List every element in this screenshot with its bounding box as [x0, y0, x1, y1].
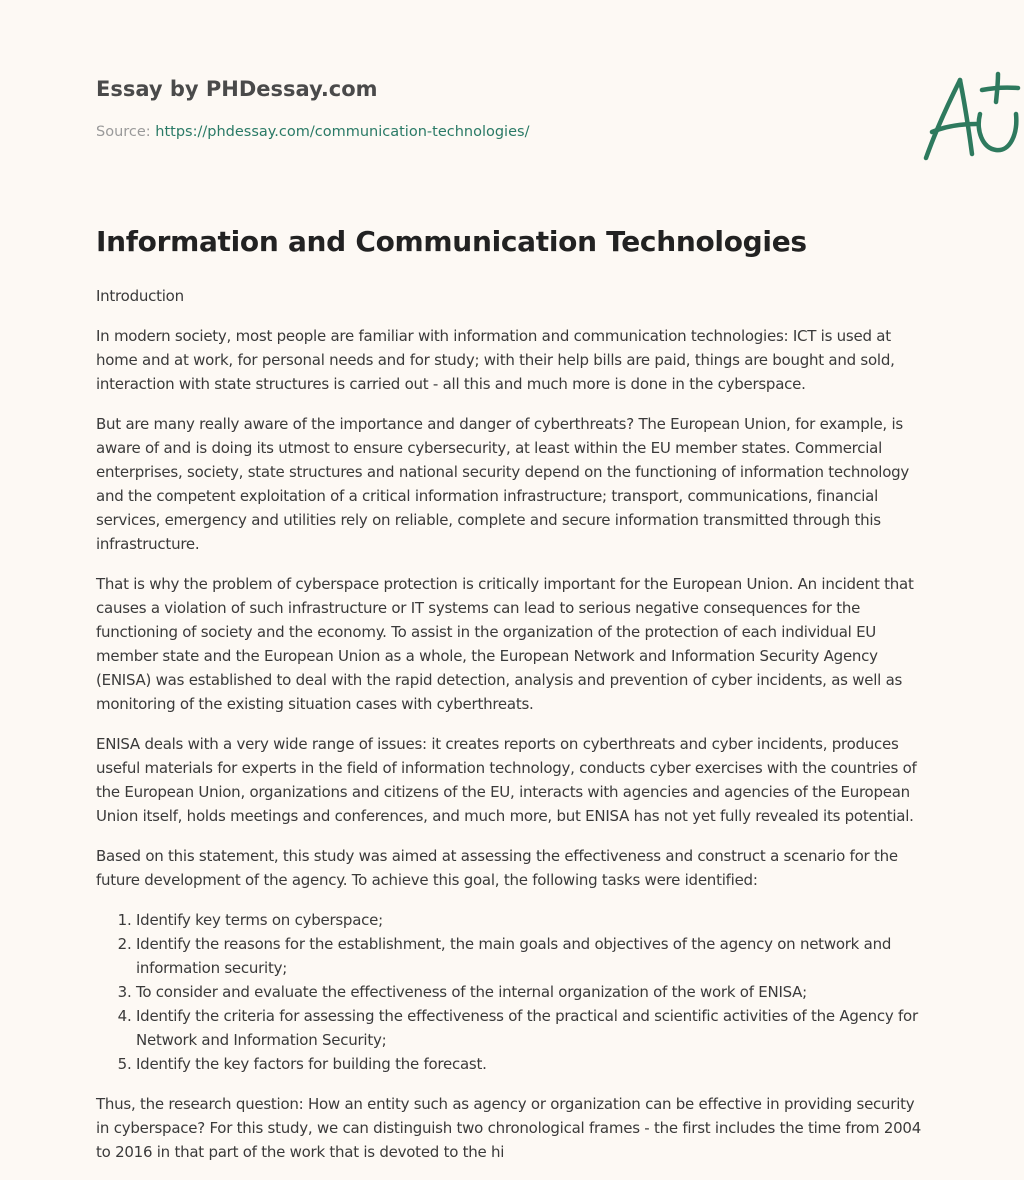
list-item: 4. Identify the criteria for assessing the effectiveness of the practical and scientific activities of the Agency for Network and Information Security; [136, 1004, 928, 1052]
list-item: 1. Identify key terms on cyberspace; [136, 908, 928, 932]
paragraph: ENISA deals with a very wide range of issues: it creates reports on cyberthreats and cyber incidents, produces useful materials for experts in the field of information technology, conducts cyber exercises with the countries of the European Union, organizations and citizens of the EU, interacts with agencies and agencies of the European Union itself, holds meetings and conferences, and much more, but ENISA has not yet fully revealed its potential. [96, 735, 917, 825]
paragraph: Based on this statement, this study was aimed at assessing the effectiveness and construct a scenario for the future development of the agency. To achieve this goal, the following tasks were identified: [96, 847, 898, 889]
paragraph: But are many really aware of the importance and danger of cyberthreats? The European Union, for example, is aware of and is doing its utmost to ensure cybersecurity, at least within the EU member states. Commercial enterprises, society, state structures and national security depend on the functioning of information technology and the competent exploitation of a critical information infrastructure; transport, communications, financial services, emergency and utilities rely on reliable, complete and secure information transmitted through this infrastructure. [96, 415, 910, 553]
essay-title: Information and Communication Technologies [96, 225, 807, 258]
source-link[interactable]: https://phdessay.com/communication-technologies/ [155, 124, 530, 140]
source-line [96, 124, 529, 140]
paragraph: That is why the problem of cyberspace protection is critically important for the European Union. An incident that causes a violation of such infrastructure or IT systems can lead to serious negative consequences for the functioning of society and the economy. To assist in the organization of the protection of each individual EU member state and the European Union as a whole, the European Network and Information Security Agency (ENISA) was established to deal with the rapid detection, analysis and prevention of cyber incidents, as well as monitoring of the existing situation cases with cyberthreats. [96, 575, 914, 713]
list-item: 2. Identify the reasons for the establishment, the main goals and objectives of the agency on network and information security; [136, 932, 928, 980]
list-item: 3. To consider and evaluate the effectiveness of the internal organization of the work of ENISA; [136, 980, 928, 1004]
paragraph: In modern society, most people are familiar with information and communication technologies: ICT is used at home and at work, for personal needs and for study; with their help bills are paid, things are bought and sold, interaction with state structures is carried out - all this and much more is done in the cyberspace. [96, 327, 895, 393]
a-plus-logo-icon [918, 68, 1022, 164]
paragraph: Thus, the research question: How an entity such as agency or organization can be effective in providing security in cyberspace? For this study, we can distinguish two chronological frames - the first includes the time from 2004 to 2016 in that part of the work that is devoted to the hi [96, 1095, 922, 1161]
brand-title: Essay by PHDessay.com [96, 77, 378, 101]
section-heading: Introduction [96, 287, 184, 305]
source-label: Source: [96, 124, 156, 140]
essay-body [96, 284, 928, 1180]
task-list [96, 908, 928, 1076]
list-item: 5. Identify the key factors for building the forecast. [136, 1052, 928, 1076]
